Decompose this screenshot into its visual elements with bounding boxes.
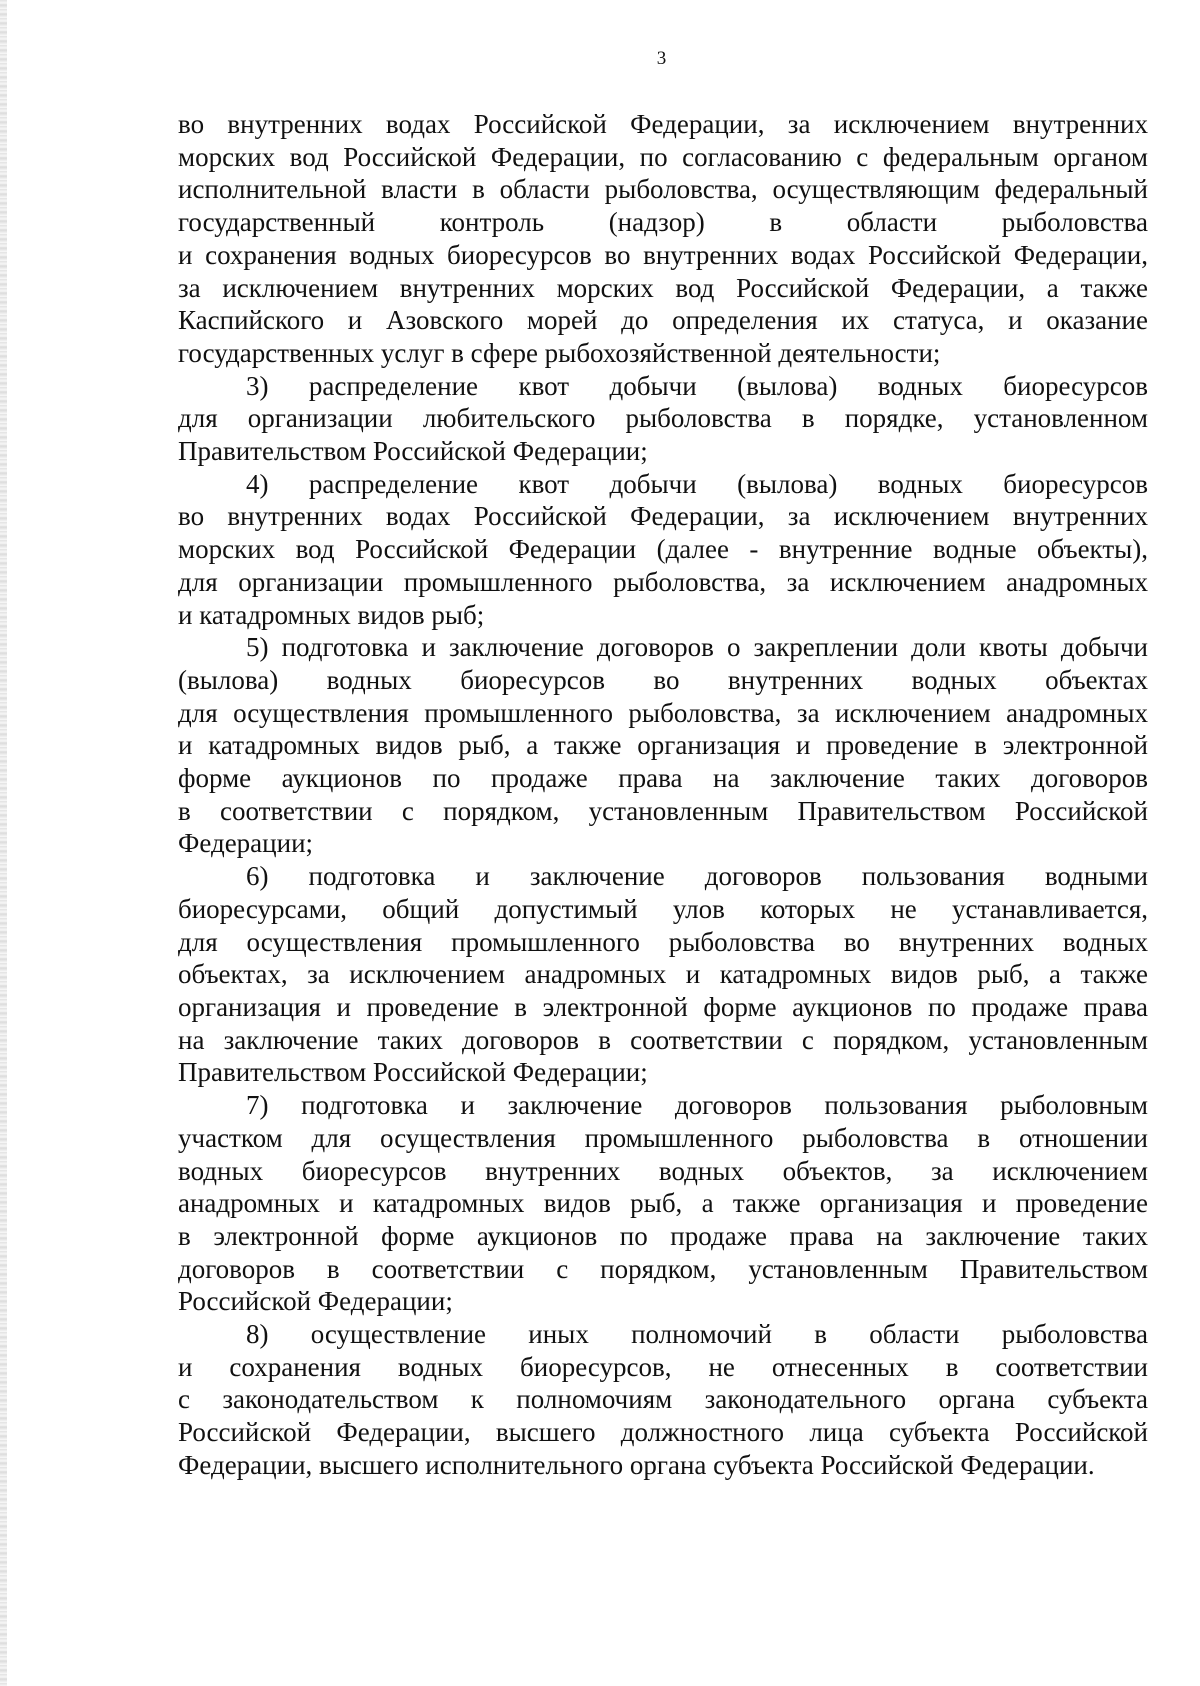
text-line: исполнительной власти в области рыболовства, осуществляющим федеральный	[178, 174, 1148, 205]
text-line: объектах, за исключением анадромных и катадромных видов рыб, а также	[178, 959, 1148, 990]
text-line: на заключение таких договоров в соответствии с порядком, установленным	[178, 1024, 1148, 1055]
text-line: форме аукционов по продаже права на заключение таких договоров	[178, 763, 1148, 794]
text-line: участком для осуществления промышленного рыболовства в отношении	[178, 1122, 1148, 1153]
text-line: для осуществления промышленного рыболовства, за исключением анадромных	[178, 697, 1148, 728]
text-line: морских вод Российской Федерации, по согласованию с федеральным органом	[178, 141, 1148, 172]
body-text	[178, 108, 1148, 1482]
text-line: 6) подготовка и заключение договоров пользования водными	[246, 861, 1148, 892]
text-line: 4) распределение квот добычи (вылова) водных биоресурсов	[246, 468, 1148, 499]
text-line: договоров в соответствии с порядком, установленным Правительством	[178, 1253, 1148, 1284]
text-line: в электронной форме аукционов по продаже права на заключение таких	[178, 1220, 1148, 1251]
text-line: Правительством Российской Федерации;	[178, 436, 648, 467]
text-line: 7) подготовка и заключение договоров пользования рыболовным	[246, 1090, 1148, 1121]
page-number: 3	[656, 48, 667, 69]
text-line: водных биоресурсов внутренних водных объектов, за исключением	[178, 1155, 1148, 1186]
text-line: государственный контроль (надзор) в области рыболовства	[178, 207, 1148, 238]
text-line: с законодательством к полномочиям законодательного органа субъекта	[178, 1384, 1148, 1415]
text-line: Федерации;	[178, 828, 314, 859]
text-line: Каспийского и Азовского морей до определения их статуса, и оказание	[178, 305, 1148, 336]
text-line: Правительством Российской Федерации;	[178, 1057, 648, 1088]
text-line: анадромных и катадромных видов рыб, а также организация и проведение	[178, 1188, 1148, 1219]
text-line: 3) распределение квот добычи (вылова) водных биоресурсов	[246, 370, 1148, 401]
text-line: биоресурсами, общий допустимый улов которых не устанавливается,	[178, 893, 1148, 924]
text-line: организация и проведение в электронной форме аукционов по продаже права	[178, 991, 1148, 1022]
text-line: государственных услуг в сфере рыбохозяйственной деятельности;	[178, 337, 941, 368]
text-line: морских вод Российской Федерации (далее - внутренние водные объекты),	[178, 534, 1148, 565]
text-line: и катадромных видов рыб, а также организация и проведение в электронной	[178, 730, 1148, 761]
text-line: для организации любительского рыболовства в порядке, установленном	[178, 403, 1148, 434]
text-line: в соответствии с порядком, установленным Правительством Российской	[178, 795, 1148, 826]
text-line: Российской Федерации, высшего должностного лица субъекта Российской	[178, 1417, 1148, 1448]
text-line: (вылова) водных биоресурсов во внутренних водных объектах	[178, 664, 1148, 695]
text-line: и сохранения водных биоресурсов, не отнесенных в соответствии	[178, 1351, 1148, 1382]
text-line: Федерации, высшего исполнительного органа субъекта Российской Федерации.	[178, 1449, 1095, 1480]
text-line: для организации промышленного рыболовства, за исключением анадромных	[178, 566, 1148, 597]
text-line: 8) осуществление иных полномочий в области рыболовства	[246, 1319, 1148, 1350]
text-line: и катадромных видов рыб;	[178, 599, 485, 630]
text-line: 5) подготовка и заключение договоров о закреплении доли квоты добычи	[246, 632, 1148, 663]
text-line: для осуществления промышленного рыболовства во внутренних водных	[178, 926, 1148, 957]
text-line: во внутренних водах Российской Федерации, за исключением внутренних	[178, 501, 1148, 532]
text-line: и сохранения водных биоресурсов во внутренних водах Российской Федерации,	[178, 239, 1148, 270]
text-line: за исключением внутренних морских вод Российской Федерации, а также	[178, 272, 1148, 303]
text-line: Российской Федерации;	[178, 1286, 453, 1317]
text-line: во внутренних водах Российской Федерации, за исключением внутренних	[178, 109, 1148, 139]
